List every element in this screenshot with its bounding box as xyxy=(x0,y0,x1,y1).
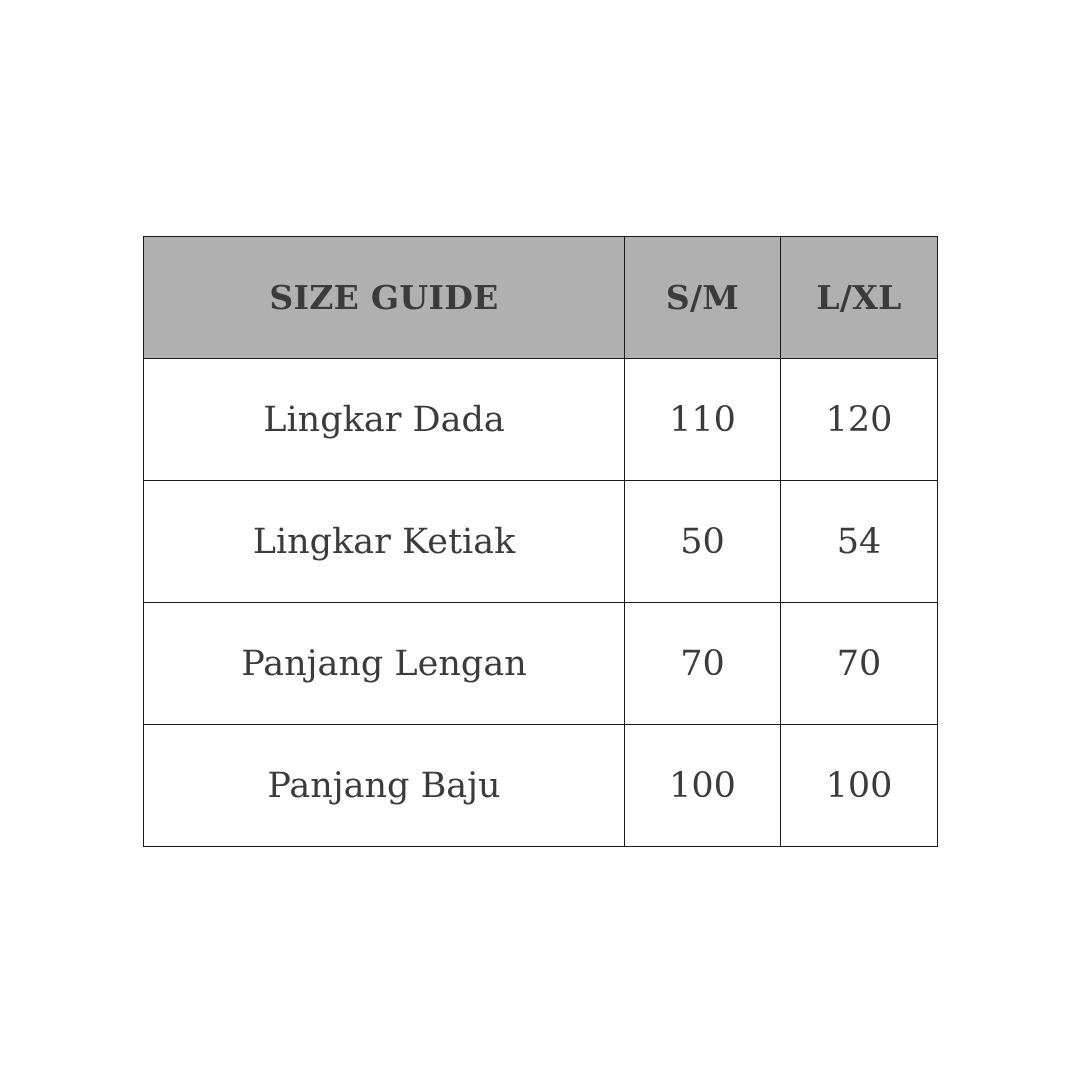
table-row xyxy=(144,359,938,481)
table-header-row xyxy=(144,237,938,359)
value-sm: 50 xyxy=(625,481,781,603)
value-lxl: 54 xyxy=(781,481,938,603)
value-sm: 100 xyxy=(625,725,781,847)
value-lxl: 70 xyxy=(781,603,938,725)
measurement-label: Panjang Lengan xyxy=(144,603,625,725)
table-row xyxy=(144,725,938,847)
table-row xyxy=(144,481,938,603)
header-size-sm: S/M xyxy=(625,237,781,359)
size-guide-table xyxy=(143,236,938,847)
value-sm: 70 xyxy=(625,603,781,725)
measurement-label: Lingkar Dada xyxy=(144,359,625,481)
measurement-label: Panjang Baju xyxy=(144,725,625,847)
header-size-guide: SIZE GUIDE xyxy=(144,237,625,359)
measurement-label: Lingkar Ketiak xyxy=(144,481,625,603)
header-size-lxl: L/XL xyxy=(781,237,938,359)
table-row xyxy=(144,603,938,725)
value-sm: 110 xyxy=(625,359,781,481)
value-lxl: 100 xyxy=(781,725,938,847)
value-lxl: 120 xyxy=(781,359,938,481)
